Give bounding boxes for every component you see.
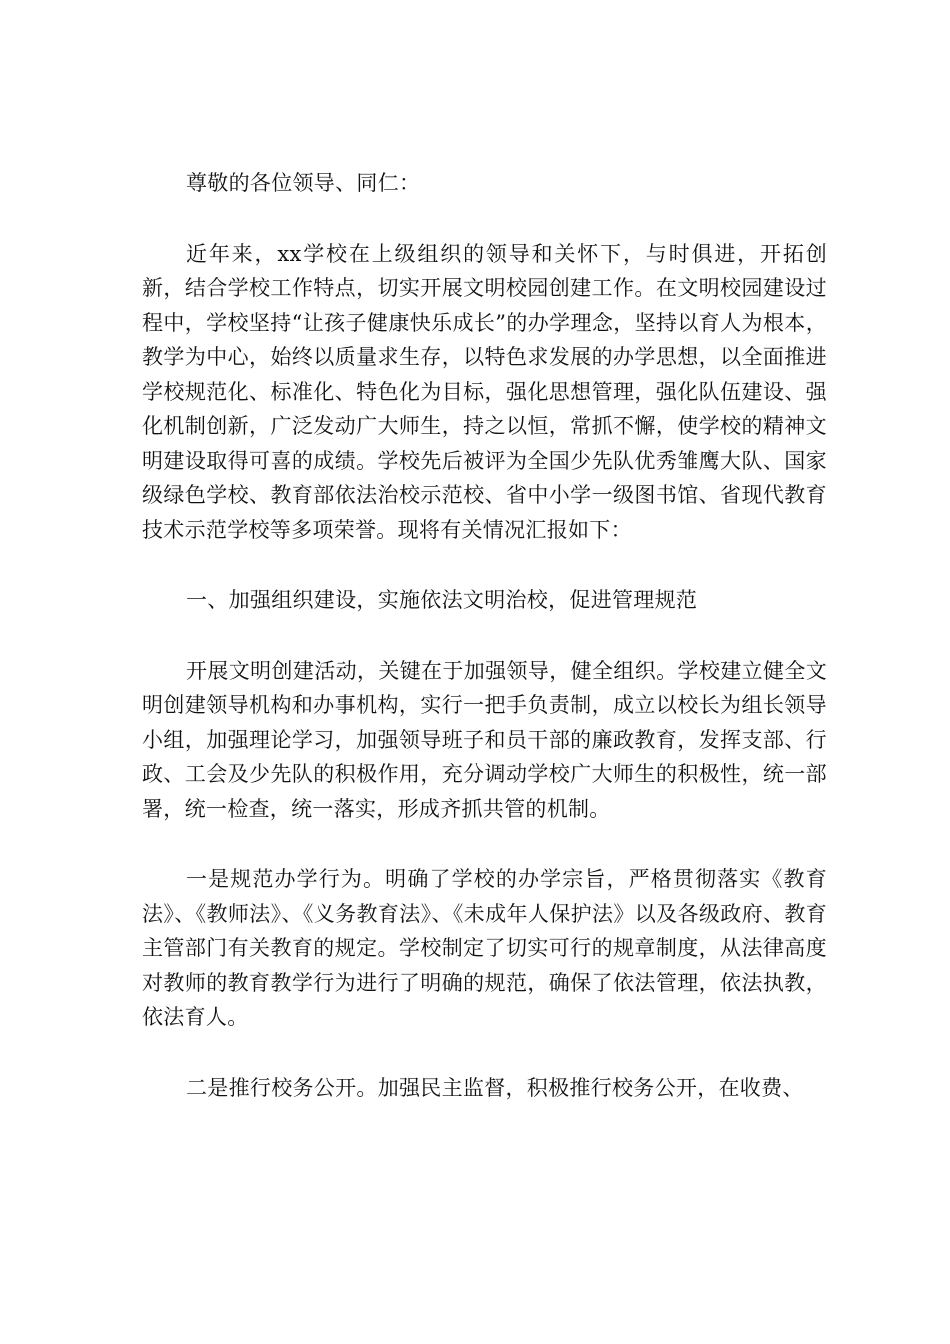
document-body [142, 166, 827, 1141]
section-1-paragraph: 开展文明创建活动，关键在于加强领导，健全组织。学校建立健全文明创建领导机构和办事机构，实行一把手负责制，成立以校长为组长领导小组，加强理论学习，加强领导班子和员干部的廉政教育，发挥支部、行政、工会及少先队的积极作用，充分调动学校广大师生的积极性，统一部署，统一检查，统一落实，形成齐抓共管的机制。 [142, 658, 827, 821]
greeting: 尊敬的各位领导、同仁： [186, 171, 421, 195]
point-1-paragraph: 一是规范办学行为。明确了学校的办学宗旨，严格贯彻落实《教育法》、《教师法》、《义务教育法》、《未成年人保护法》以及各级政府、教育主管部门有关教育的规定。学校制定了切实可行的规章制度，从法律高度对教师的教育教学行为进行了明确的规范，确保了依法管理，依法执教，依法育人。 [142, 867, 827, 1029]
intro-paragraph: 近年来，xx学校在上级组织的领导和关怀下，与时俱进，开拓创新，结合学校工作特点，切实开展文明校园创建工作。在文明校园建设过程中，学校坚持“让孩子健康快乐成长”的办学理念，坚持以育人为根本，教学为中心，始终以质量求生存，以特色求发展的办学思想，以全面推进学校规范化、标准化、特色化为目标，强化思想管理，强化队伍建设、强化机制创新，广泛发动广大师生，持之以恒，常抓不懈，使学校的精神文明建设取得可喜的成绩。学校先后被评为全国少先队优秀雏鹰大队、国家级绿色学校、教育部依法治校示范校、省中小学一级图书馆、省现代教育技术示范学校等多项荣誉。现将有关情况汇报如下： [142, 241, 827, 542]
section-heading-1: 一、加强组织建设，实施依法文明治校，促进管理规范 [186, 588, 698, 612]
point-2-paragraph: 二是推行校务公开。加强民主监督，积极推行校务公开，在收费、 [186, 1075, 804, 1100]
